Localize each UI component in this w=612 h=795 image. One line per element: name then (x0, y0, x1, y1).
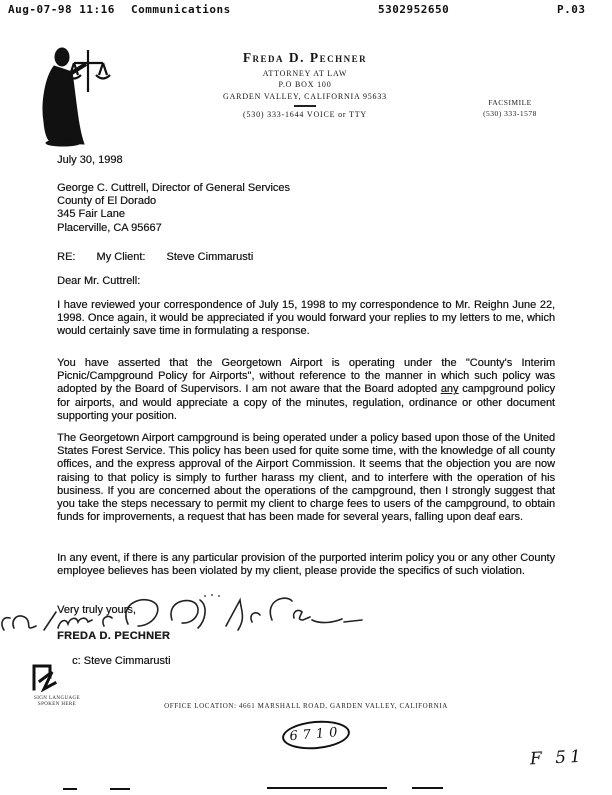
paragraph-2-post: campground policy for airports, and would appreciate a copy of the minutes, regulation, ordinance or other document supporting your position. (57, 383, 555, 422)
recipient-city: Placerville, CA 95667 (57, 221, 162, 234)
letterhead (180, 50, 430, 119)
fax-source: Communications (131, 3, 231, 16)
paragraph-2 (57, 357, 555, 423)
office-location: OFFICE LOCATION: 4661 MARSHALL ROAD, GARDEN VALLEY, CALIFORNIA (164, 702, 448, 710)
scan-artifact (412, 787, 443, 789)
closing: Very truly yours, (57, 604, 136, 616)
facsimile-label: FACSIMILE (488, 98, 532, 107)
re-line (57, 251, 555, 264)
scan-artifact (110, 788, 130, 790)
recipient-name: George C. Cuttrell, Director of General Services (57, 182, 290, 194)
facsimile-block (470, 98, 550, 120)
sign-language-caption-line1: SIGN LANGUAGE (34, 696, 80, 701)
re-client-name: Steve Cimmarusti (166, 251, 254, 263)
circled-stamp-number: 6710 (281, 718, 351, 752)
letterhead-city: GARDEN VALLEY, CALIFORNIA 95633 (223, 91, 387, 101)
letterhead-phone: (530) 333-1644 VOICE or TTY (243, 109, 367, 119)
paragraph-1: I have reviewed your correspondence of July 15, 1998 to my correspondence to Mr. Reighn June 22, 1998. Once again, it would be appreciated if you would forward your replies to my letters to me, which would certainly save time in formulating a response. (57, 299, 555, 338)
paragraph-3: The Georgetown Airport campground is being operated under a policy based upon those of the United States Forest Service. This policy has been used for quite some time, with the knowledge of all county offices, and the express approval of the Airport Commission. It seems that the objection you are now raising to that policy is simply to further harass my client, and to interfere with the operation of his business. If you are concerned about the operations of the campground, then I strongly suggest that you take the steps necessary to permit my client to charge fees to users of the campground, to obtain funds for improvements, a request that has been made for several years, falling upon deaf ears. (57, 432, 555, 524)
fax-datetime: Aug-07-98 11:16 (8, 3, 115, 16)
signer-name: FREDA D. PECHNER (57, 630, 171, 642)
recipient-address (57, 182, 555, 235)
handwritten-page-mark: F 51 (529, 746, 586, 770)
scan-artifact (267, 787, 387, 789)
paragraph-2-pre: You have asserted that the Georgetown Airport is operating under the "County's Interim Picnic/Campground Policy for Airports", without reference to the manner in which such policy was adopted by the Board of Supervisors. I am not aware that the Board adopted (57, 357, 555, 396)
paragraph-2-underlined-word: any (440, 383, 459, 396)
recipient-org: County of El Dorado (57, 195, 157, 208)
scan-artifact (63, 788, 77, 790)
re-client-label: My Client: (96, 251, 146, 263)
lady-justice-icon (32, 42, 117, 152)
letter-date: July 30, 1998 (57, 154, 123, 166)
re-label: RE: (57, 251, 76, 263)
cc-line: c: Steve Cimmarusti (72, 655, 171, 667)
sign-language-caption-line2: SPOKEN HERE (37, 702, 77, 707)
attorney-name: Freda D. Pechner (242, 50, 368, 65)
letterhead-divider (294, 105, 316, 107)
attorney-title: ATTORNEY AT LAW (262, 68, 348, 78)
fax-transmission-header (0, 3, 612, 19)
paragraph-4: In any event, if there is any particular provision of the purported interim policy you or any other County employee believes has been violated by my client, please provide the specifics of such violation. (57, 552, 555, 578)
facsimile-number: (530) 333-1578 (483, 109, 537, 118)
fax-number: 5302952650 (378, 3, 450, 16)
salutation: Dear Mr. Cuttrell: (57, 275, 141, 287)
recipient-street: 345 Fair Lane (57, 208, 125, 221)
po-box: P.O BOX 100 (278, 80, 332, 89)
fax-page-number: P.03 (557, 3, 586, 16)
